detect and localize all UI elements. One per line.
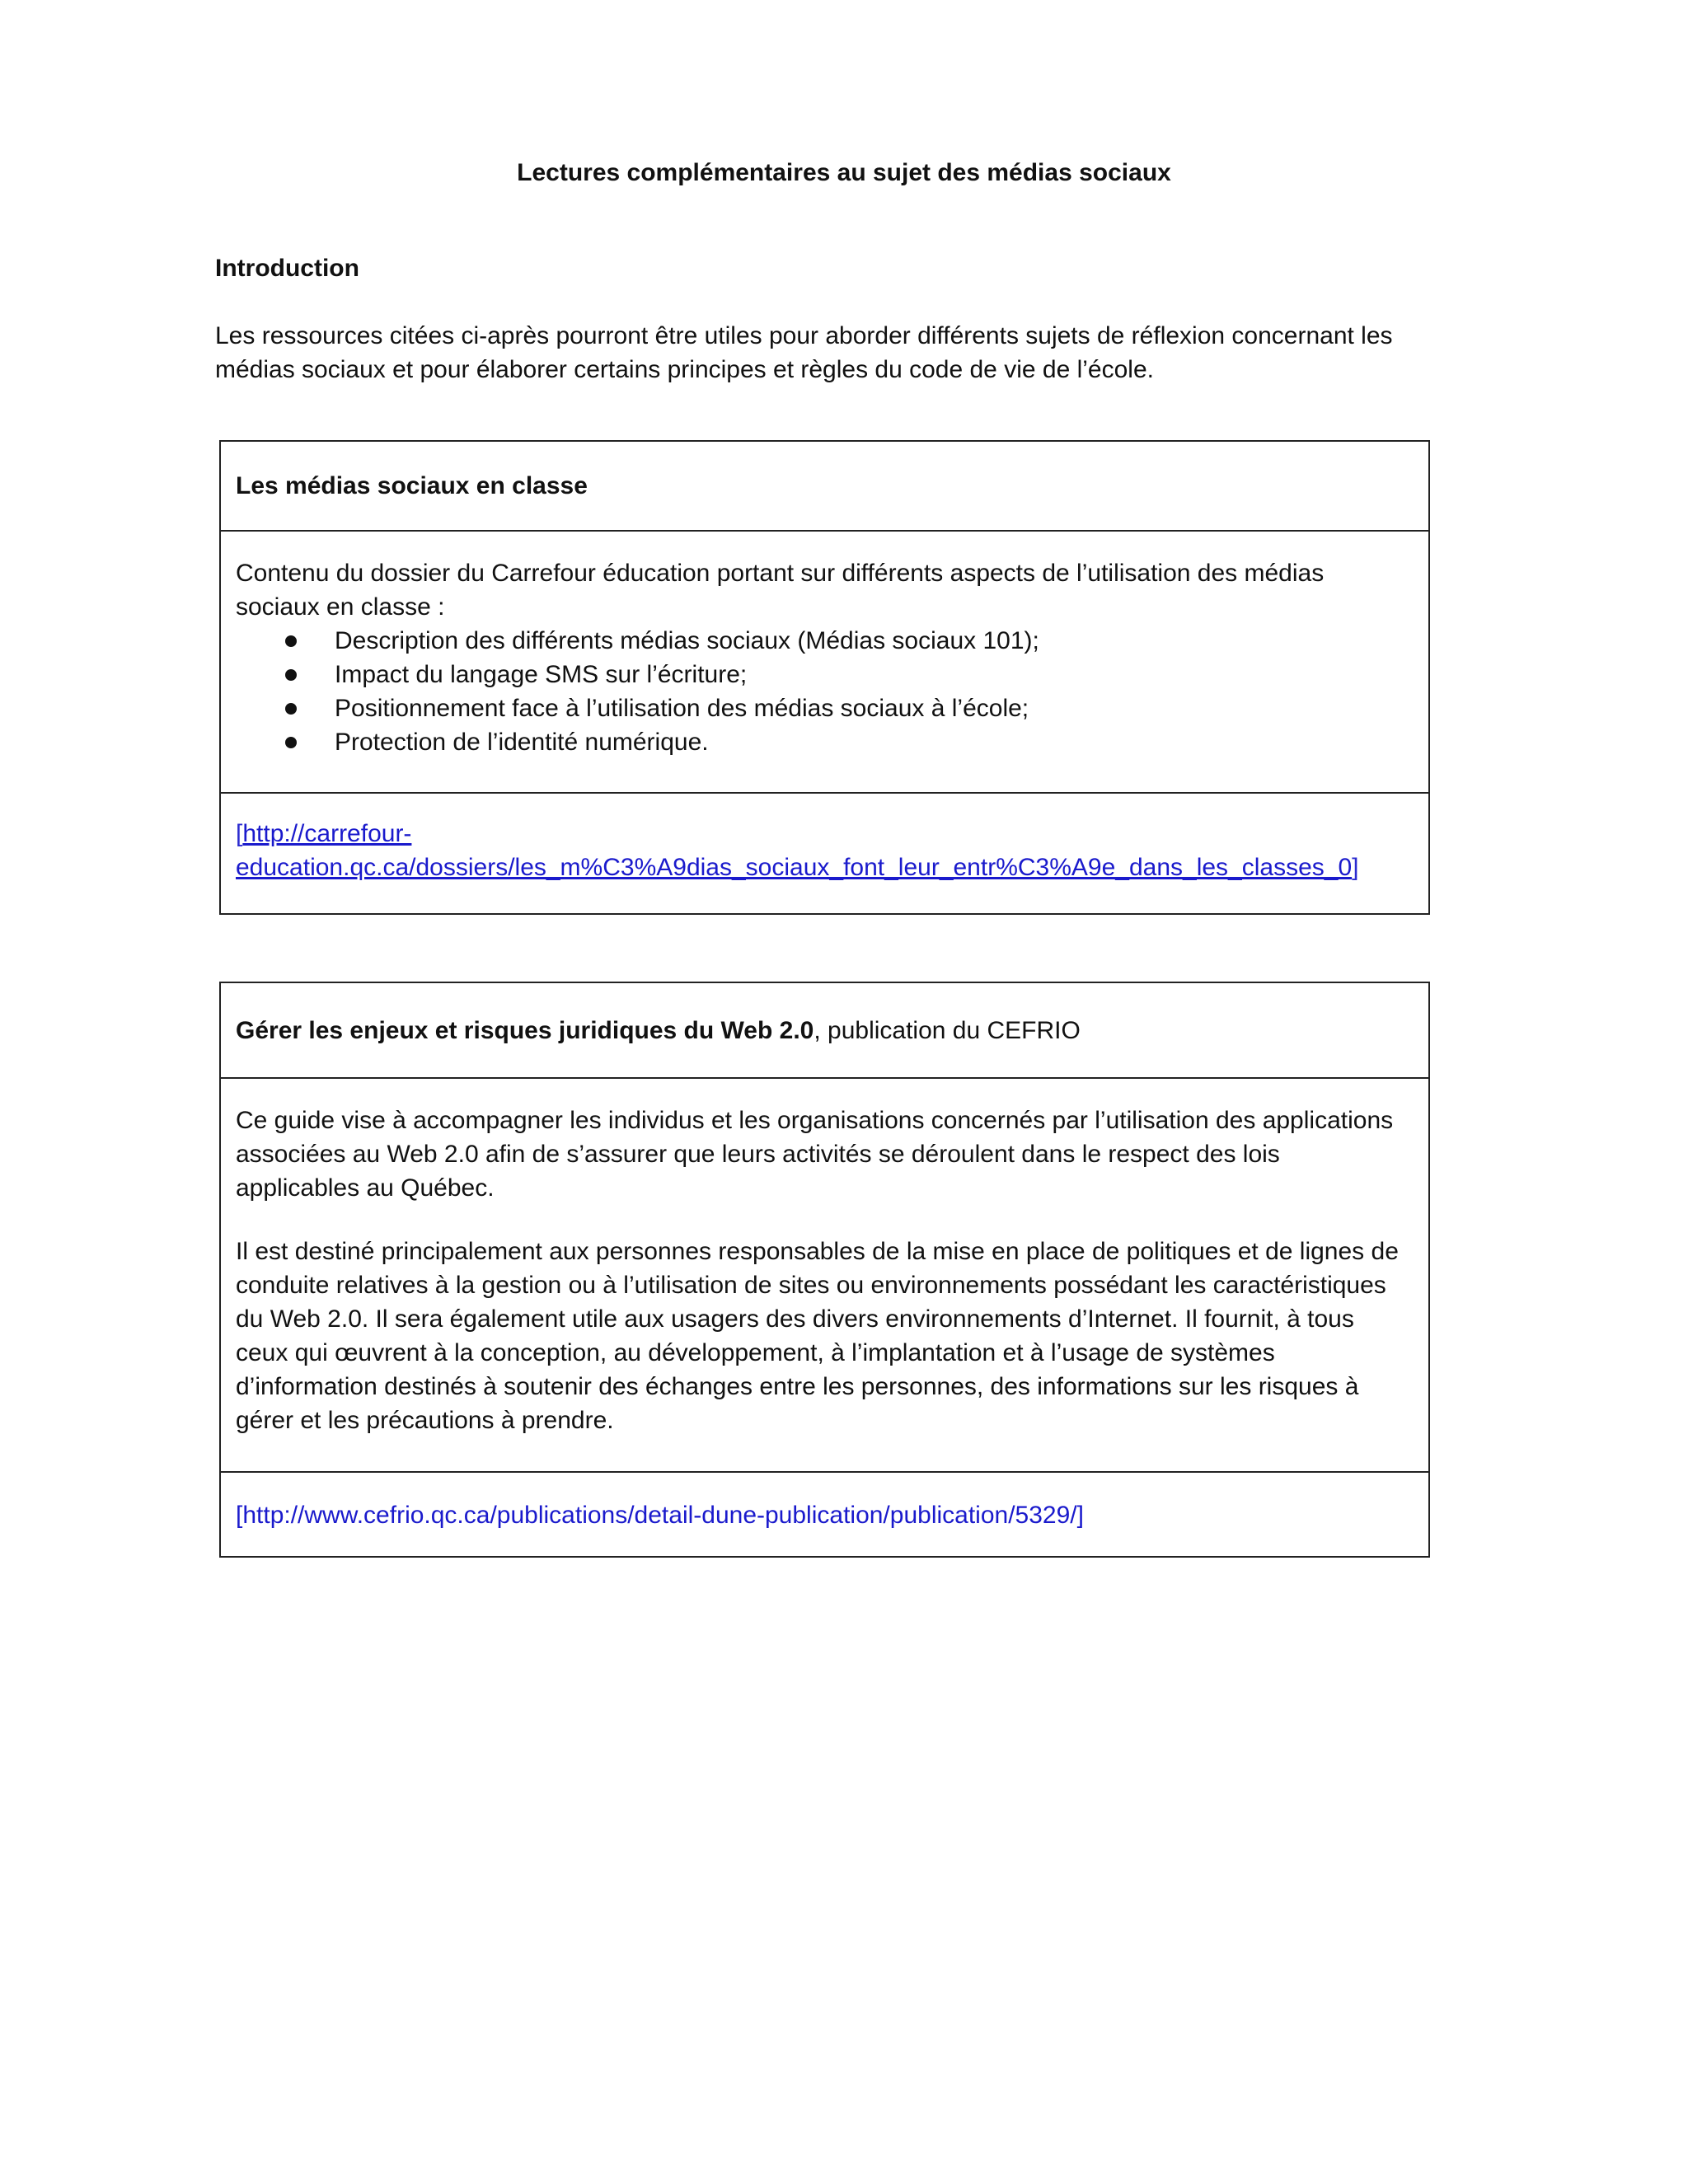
list-item-text: Description des différents médias sociaux (Médias sociaux 101); [335,627,1039,654]
introduction-line: Les ressources citées ci-après pourront être utiles pour aborder différents sujets de réflexion concernant les [215,322,1393,349]
bracket-close: ] [1352,854,1359,881]
resource-publisher: , publication du CEFRIO [814,1017,1081,1044]
description-line: associées au Web 2.0 afin de s’assurer que leurs activités se déroulent dans le respect des lois [236,1141,1280,1168]
list-item-text: Impact du langage SMS sur l’écriture; [335,661,748,688]
description-line: Il est destiné principalement aux personnes responsables de la mise en place de politiques et de lignes de [236,1238,1399,1265]
bullet-icon [285,703,297,715]
description-line: gérer et les précautions à prendre. [236,1407,614,1434]
introduction-paragraph [215,319,1451,387]
resource-title: Les médias sociaux en classe [236,472,588,499]
page-title: Lectures complémentaires au sujet des médias sociaux [517,159,1171,186]
resource-box-social-media-in-class [219,440,1430,915]
description-line: Ce guide vise à accompagner les individus et les organisations concernés par l’utilisation des applications [236,1107,1394,1134]
bullet-icon [285,669,297,681]
description-line: d’information destinés à soutenir des échanges entre les personnes, des informations sur les risques à [236,1373,1359,1400]
list-item [236,624,1428,658]
resource-description-row [221,530,1428,792]
resource-title-row [221,442,1428,530]
bullet-icon [285,635,297,647]
resource-link-row [221,1471,1428,1556]
carrefour-education-link[interactable]: http://carrefour- [242,820,412,847]
bracket-open: [ [236,820,243,847]
description-line: conduite relatives à la gestion ou à l’utilisation de sites ou environnements possédant les caractéristiques [236,1272,1386,1299]
resource-title: Gérer les enjeux et risques juridiques du Web 2.0 [236,1017,814,1044]
bullet-icon [285,737,297,748]
introduction-heading: Introduction [215,255,359,282]
description-line: Contenu du dossier du Carrefour éducation portant sur différents aspects de l’utilisation des médias [236,560,1325,587]
introduction-line: médias sociaux et pour élaborer certains principes et règles du code de vie de l’école. [215,356,1154,383]
topics-list [236,624,1428,759]
list-item-text: Protection de l’identité numérique. [335,729,709,756]
list-item [236,658,1428,691]
resource-description-row [221,1077,1428,1471]
list-item-text: Positionnement face à l’utilisation des médias sociaux à l’école; [335,695,1029,722]
description-line: sociaux en classe : [236,593,445,621]
list-item [236,691,1428,725]
carrefour-education-link-continued[interactable]: education.qc.ca/dossiers/les_m%C3%A9dias_sociaux_font_leur_entr%C3%A9e_dans_les_classes_0 [236,854,1353,881]
resource-box-web20-legal-risks [219,982,1430,1558]
resource-link-row [221,792,1428,913]
cefrio-publication-link[interactable]: [http://www.cefrio.qc.ca/publications/detail-dune-publication/publication/5329/] [236,1502,1084,1529]
resource-title-row [221,983,1428,1077]
description-line: ceux qui œuvrent à la conception, au développement, à l’implantation et à l’usage de systèmes [236,1339,1275,1366]
description-line: applicables au Québec. [236,1174,495,1202]
list-item [236,725,1428,759]
description-line: du Web 2.0. Il sera également utile aux usagers des divers environnements d’Internet. Il fournit, à tous [236,1305,1354,1333]
